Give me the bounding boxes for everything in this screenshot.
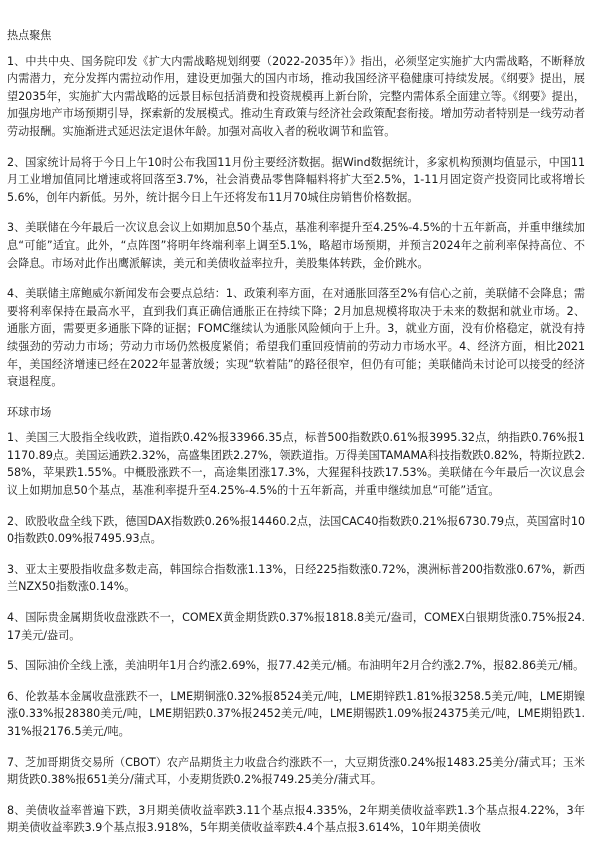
paragraph: 3、美联储在今年最后一次议息会议上如期加息50个基点，基准利率提升至4.25%-4.5%的十五年新高，并重申继续加息“可能”适宜。此外，“点阵图”将明年终端利率上调至5.1%，略超市场预期，并预言2024年之前利率保持高位、不会降息。市场对此作出鹰派解读，美元和美债收益率拉升，美股集体转跌，金价跳水。 bbox=[7, 221, 585, 270]
paragraph: 7、芝加哥期货交易所（CBOT）农产品期货主力收盘合约涨跌不一，大豆期货涨0.24%报1483.25美分/蒲式耳；玉米期货跌0.38%报651美分/蒲式耳，小麦期货跌0.2%报749.25美分/蒲式耳。 bbox=[7, 755, 585, 787]
paragraph: 1、中共中央、国务院印发《扩大内需战略规划纲要（2022-2035年）》指出，必须坚定实施扩大内需战略，不断释放内需潜力，充分发挥内需拉动作用，建设更加强大的国内市场，推动我国经济平稳健康可持续发展。《纲要》提出，展望2035年，实施扩大内需战略的远景目标包括消费和投资规模再上新台阶，完整内需体系全面建立等。《纲要》提出，加强房地产市场预期引导，探索新的发展模式。推动生育政策与经济社会政策配套衔接。增加劳动者特别是一线劳动者劳动报酬。实施渐进式延迟法定退休年龄。加强对高收入者的税收调节和监管。 bbox=[7, 54, 585, 138]
section-hot-focus bbox=[7, 27, 585, 391]
section-heading: 环球市场 bbox=[7, 405, 52, 419]
paragraph: 2、欧股收盘全线下跌，德国DAX指数跌0.26%报14460.2点，法国CAC40指数跌0.21%报6730.79点，英国富时100指数跌0.09%报7495.93点。 bbox=[7, 514, 585, 546]
paragraph: 1、美国三大股指全线收跌，道指跌0.42%报33966.35点，标普500指数跌0.61%报3995.32点，纳指跌0.76%报11170.89点。美国运通跌2.32%，高盛集团跌2.27%，领跌道指。万得美国TAMAMA科技指数跌0.82%，特斯拉跌2.58%，苹果跌1.55%。中概股涨跌不一，高途集团涨17.3%，大猩猩科技跌17.53%。美联储在今年最后一次议息会议上如期加息50个基点，基准利率提升至4.25%-4.5%的十五年新高，并重申继续加息“可能”适宜。 bbox=[7, 431, 585, 498]
paragraph: 8、美债收益率普遍下跌，3月期美债收益率跌3.11个基点报4.335%，2年期美债收益率跌1.3个基点报4.22%，3年期美债收益率跌3.9个基点报3.918%，5年期美债收益率跌4.4个基点报3.614%，10年期美债收 bbox=[7, 803, 585, 835]
paragraph: 4、国际贵金属期货收盘涨跌不一，COMEX黄金期货跌0.37%报1818.8美元/盎司，COMEX白银期货涨0.75%报24.17美元/盎司。 bbox=[7, 611, 585, 642]
section-heading: 热点聚焦 bbox=[7, 29, 52, 42]
paragraph: 3、亚太主要股指收盘多数走高，韩国综合指数涨1.13%，日经225指数涨0.72%，澳洲标普200指数涨0.67%，新西兰NZX50指数涨0.14%。 bbox=[7, 562, 585, 594]
paragraph: 2、国家统计局将于今日上午10时公布我国11月份主要经济数据。据Wind数据统计，多家机构预测均值显示，中国11月工业增加值同比增速或将回落至3.7%，社会消费品零售降幅料将扩大至2.5%，1-11月固定资产投资同比或将增长5.6%，创年内新低。另外，统计据今日上午还将发布11月70城住房销售价格数据。 bbox=[7, 155, 585, 204]
paragraph: 4、美联储主席鲍威尔新闻发布会要点总结：1、政策利率方面，在对通胀回落至2%有信心之前，美联储不会降息；需要将利率保持在最高水平，直到我们真正确信通胀正在持续下降；2月加息规模将取决于未来的数据和就业市场。2、通胀方面，需要更多通胀下降的证据；FOMC继续认为通胀风险倾向于上升。3，就业方面，没有价格稳定，就没有持续强劲的劳动力市场；劳动力市场仍然极度紧俏；希望我们重回疫情前的劳动力市场水平。4、经济方面，相比2021年，美国经济增速已经在2022年显著放缓；实现“软着陆”的路径很窄，但仍有可能；美联储尚未讨论可以接受的经济衰退程度。 bbox=[7, 287, 585, 389]
paragraph: 5、国际油价全线上涨，美油明年1月合约涨2.69%，报77.42美元/桶。布油明年2月合约涨2.7%，报82.86美元/桶。 bbox=[7, 659, 585, 673]
paragraph: 6、伦敦基本金属收盘涨跌不一，LME期铜涨0.32%报8524美元/吨，LME期锌跌1.81%报3258.5美元/吨，LME期镍涨0.33%报28380美元/吨，LME期铝跌0.37%报2452美元/吨，LME期锡跌1.09%报24375美元/吨，LME期铅跌1.31%报2176.5美元/吨。 bbox=[7, 689, 585, 738]
section-global-markets bbox=[7, 404, 585, 837]
